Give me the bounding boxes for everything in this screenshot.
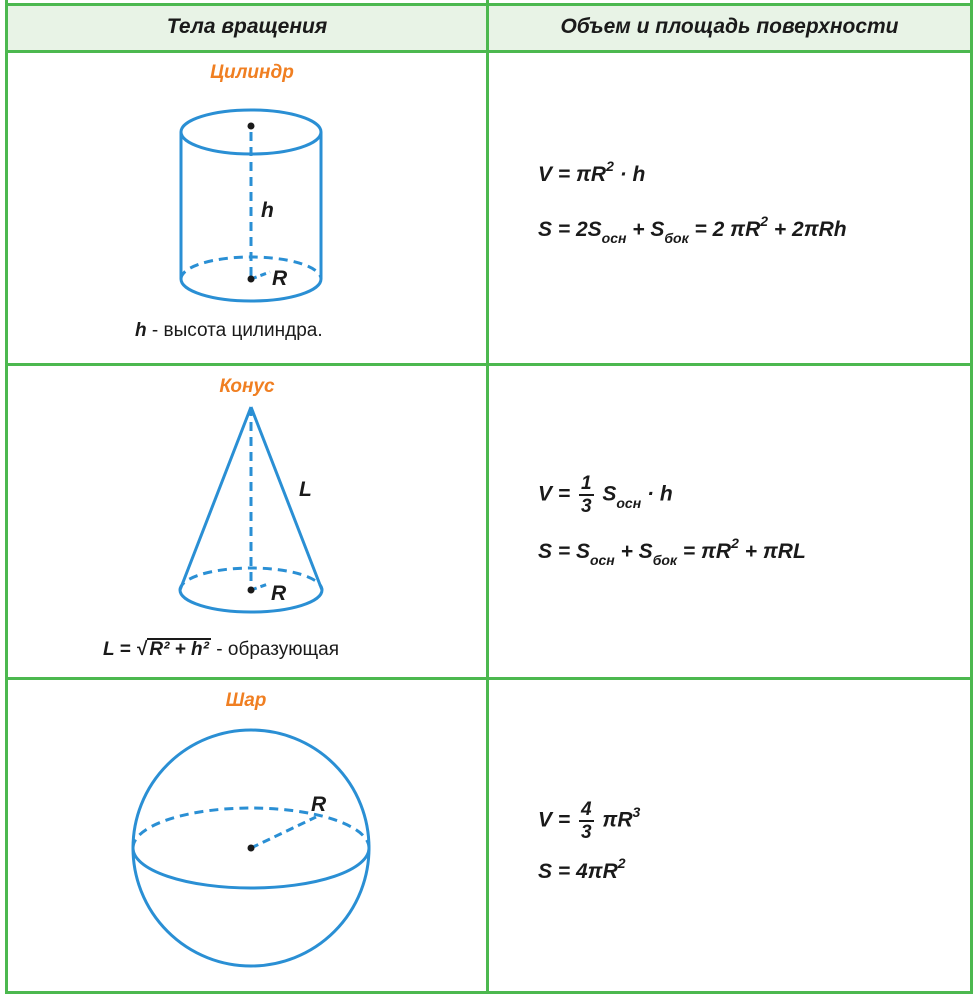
sqrt-radicand: R² + h² xyxy=(149,639,209,660)
table-border-bottom xyxy=(5,991,973,994)
cylinder-volume-formula: $V = \pi R^2 \cdot h$ xyxy=(538,158,646,186)
cylinder-title: Цилиндр xyxy=(210,62,294,83)
caption-text: - высота цилиндра. xyxy=(146,320,323,341)
table-border-left xyxy=(5,0,8,994)
caption-text: - образующая xyxy=(211,639,339,660)
sphere-figure xyxy=(130,729,380,979)
cylinder-caption xyxy=(135,320,323,342)
caption-var-h: h xyxy=(135,320,147,341)
caption-lhs: L = xyxy=(103,639,136,660)
sphere-volume-formula: V = $\frac{4}{3}$ $\pi R^3$ xyxy=(538,799,641,843)
cylinder-label-h: h xyxy=(261,199,274,222)
column-divider xyxy=(486,0,489,994)
cylinder-top-center-dot xyxy=(248,123,255,130)
row-divider-1 xyxy=(5,363,973,366)
cone-base-center-dot xyxy=(248,587,255,594)
table-border-top xyxy=(5,3,973,6)
cone-title: Конус xyxy=(219,376,275,397)
cone-figure xyxy=(172,404,332,624)
fraction-one-third: $\frac{1}{3}$ xyxy=(580,473,592,517)
sphere-surface-formula: $S = 4\pi R^2$ xyxy=(538,855,626,883)
cylinder-surface-formula: $S = 2S_{осн} + S_{бок} = 2$ $\pi R^2 + 2\pi Rh$ xyxy=(538,213,847,247)
sphere-equator-back xyxy=(133,808,369,848)
header-volume-surface: Объем и площадь поверхности xyxy=(560,15,899,38)
table-border-right xyxy=(970,0,973,994)
cone-label-r: R xyxy=(271,582,287,605)
cone-label-l: L xyxy=(299,478,312,501)
row-divider-2 xyxy=(5,677,973,680)
sphere-title: Шар xyxy=(225,690,267,711)
cylinder-label-r: R xyxy=(272,267,288,290)
header-bodies-of-revolution: Тела вращения xyxy=(166,15,328,38)
cone-caption xyxy=(103,638,339,661)
sphere-radius-line xyxy=(251,817,316,848)
cone-volume-formula: V = $\frac{1}{3}$ $S_{осн} \cdot h$ xyxy=(538,473,673,517)
cylinder-bottom-center-dot xyxy=(248,276,255,283)
cone-surface-formula: $S = S_{осн} + S_{бок} = \pi R^2 + \pi RL$ xyxy=(538,535,806,569)
sphere-label-r: R xyxy=(311,793,327,816)
cylinder-figure xyxy=(172,108,332,308)
sqrt-sign: √ xyxy=(135,639,147,660)
sphere-equator-front xyxy=(133,848,369,888)
fraction-four-thirds: $\frac{4}{3}$ xyxy=(580,799,592,843)
header-divider xyxy=(5,50,973,53)
cone-left-side xyxy=(180,407,251,590)
sphere-center-dot xyxy=(248,845,255,852)
